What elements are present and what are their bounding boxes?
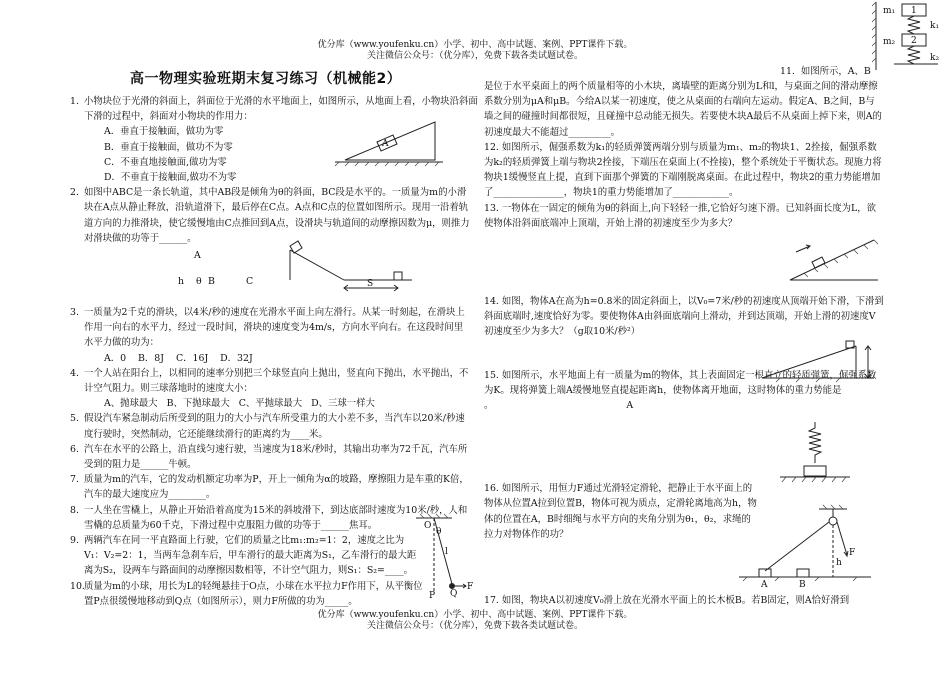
q12-springs-figure — [872, 2, 948, 72]
m2-label: m₂ — [883, 37, 896, 47]
fig-label-theta: θ — [196, 276, 202, 288]
option-d: D．32J — [220, 352, 253, 364]
q14-incline-figure — [760, 336, 878, 382]
question-text: 一个人站在阳台上，以相同的速率分别把三个球竖直向上抛出，竖直向下抛出，水平抛出，不计空气阻力。则三球落地时的速度大小： — [84, 367, 469, 395]
question-8 — [70, 503, 470, 533]
page-footer — [0, 610, 950, 632]
option-b: B、下抛球最大 — [166, 398, 230, 410]
question-14 — [484, 294, 884, 340]
question-text: 质量为m的汽车，它的发动机额定功率为P，开上一倾角为α的坡路，摩擦阻力是车重的K倍，汽车的最大速度应为________。 — [84, 474, 469, 501]
label-h: h — [836, 558, 842, 568]
question-number: 7. — [70, 474, 79, 486]
label-o: O — [424, 521, 432, 531]
question-number: 3. — [70, 307, 79, 319]
slide-block-c — [394, 272, 402, 280]
question-text: 如图，物体A在高为h=0.8米的固定斜面上，以V₀=7米/秒的初速度从顶端开始下滑，下滑到斜面底端时,速度恰好为零。要使物体A由斜面底端向上滑动，并到达顶端，开始上滑的初速度V初速度至少为多大？（g取10米/秒²） — [484, 296, 884, 338]
rope-to-block — [765, 522, 829, 571]
question-text: 一人坐在雪橇上，从静止开始沿着高度为15米的斜坡滑下，到达底部时速度为10米/秒，人和雪橇的总质量为60千克，下滑过程中克服阻力做的功等于______焦耳。 — [84, 504, 468, 531]
q2-track-figure — [272, 238, 417, 296]
footer-line-1: 优分库（www.youfenku.cn）小学、初中、高中试题、案例、PPT课件下载。 — [317, 610, 633, 620]
label-l: l — [445, 547, 448, 557]
option-a: A．0 — [104, 352, 127, 364]
left-column — [70, 94, 478, 609]
question-text: 小物块位于光滑的斜面上，斜面位于光滑的水平地面上，如图所示，从地面上看，小物块沿斜面下滑的过程中，斜面对小物块的作用力： — [84, 96, 478, 123]
label-f: F — [467, 582, 474, 592]
q11-text: 是位于水平桌面上的两个质量相等的小木块，离墙壁的距离分别为L和l，与桌面之间的滑动摩擦系数分别为μA和μB。今给A以某一初速度，使之从桌面的右端向左运动。假定A、B之间，B与墙之间的碰撞时间都很短，且碰撞中总动能无损失。若要使木块A最后不从桌面上掉下来，则A的初速度最大不能超过_________。 — [484, 81, 882, 138]
question-number: 2. — [70, 187, 79, 199]
label-theta: θ — [436, 527, 442, 537]
question-9 — [70, 533, 424, 579]
option-a: A、抛球最大 — [104, 398, 158, 410]
question-text: 如图所示，倔强系数为k₁的轻质弹簧两端分别与质量为m₁、m₂的物块1、2拴接，倔强系数为k₂的轻质弹簧上端与物块2拴接，下端压在桌面上(不拴接)，整个系统处于平衡状态。现施力将物块1缓慢竖直上提，直到下面那个弹簧的下端刚脱离桌面。在此过程中，物块2的重力势能增加了_______________，物块1的重力势能增加了____________。 — [484, 141, 882, 199]
question-text: 质量为m的小球，用长为L的轻绳悬挂于O点，小球在水平拉力F作用下，从平衡位置P点很缓慢地移动到Q点（如图所示），则力F所做的功为_____。 — [84, 580, 423, 607]
q15-spring-figure — [780, 420, 850, 484]
q13-incline-figure — [788, 226, 880, 284]
slope-ab — [290, 250, 344, 280]
block-pos-b — [797, 569, 809, 577]
spring-k2 — [908, 46, 920, 64]
option-c: C、平抛球最大 — [238, 398, 303, 410]
question-5 — [70, 411, 470, 441]
label-a: A — [761, 580, 768, 590]
question-17 — [484, 593, 884, 608]
question-text: 如图所示，水平地面上有一质量为m的物体，其上表面固定一根直立的轻质弹簧，倔强系数为K。现将弹簧上端A缓慢地竖直提起距离h，使物体离开地面，这时物体的重力势能是 — [484, 369, 877, 396]
question-text: 如图中ABC是一条长轨道，其中AB段是倾角为θ的斜面，BC段是水平的。一质量为m的小滑块在A点从静止释放，沿轨道滑下，最后停在C点。A点和C点的位置如图所示。现用一沿着轨道方向的力推滑块，使它缓慢地由C点推回到A点，设滑块与轨道间的动摩擦因数为μ，则推力对滑块做的功等于______。 — [84, 187, 470, 244]
fig-label-c: C — [246, 276, 254, 288]
question-text: 一质量为2千克的滑块，以4米/秒的速度在光滑水平面上向左滑行。从某一时刻起，在滑块上作用一向右的水平力，经过一段时间，滑块的速度变为4m/s，方向水平向右。在这段时间里水平力做的功为： — [84, 307, 465, 349]
q4-options — [84, 396, 470, 411]
question-number: 13. — [484, 202, 499, 214]
q15-fig-a: A — [626, 400, 634, 412]
option-d: D、三球一样大 — [311, 398, 375, 410]
label-b: B — [799, 580, 806, 590]
question-4 — [70, 366, 470, 412]
label-p: P — [429, 591, 436, 601]
question-10 — [70, 579, 424, 609]
q15-tail-mark: 。 — [484, 400, 494, 412]
question-number: 15. — [484, 369, 499, 381]
question-number: 9. — [70, 535, 79, 547]
incline — [790, 240, 874, 280]
question-number: 6. — [70, 443, 79, 455]
question-text: 汽车在水平的公路上，沿直线匀速行驶，当速度为18米/秒时，其输出功率为72千瓦，汽车所受到的阻力是______牛顿。 — [84, 443, 468, 471]
q11-intro — [780, 64, 880, 79]
question-number: 4. — [70, 367, 79, 379]
q15-tail — [484, 398, 884, 413]
question-number: 10. — [70, 580, 85, 592]
page-header — [0, 40, 950, 62]
spring-k1 — [908, 16, 920, 34]
fig-label-b: B — [208, 276, 215, 288]
question-number: 12. — [484, 141, 499, 153]
m1-label: m₁ — [883, 6, 896, 16]
block-1-label: 1 — [911, 6, 917, 16]
q3-options — [84, 351, 470, 366]
option-b: B．8J — [138, 352, 165, 364]
k2-label: k₂ — [930, 53, 940, 63]
question-12 — [484, 140, 884, 201]
question-text: 假设汽车紧急制动后所受到的阻力的大小与汽车所受重力的大小差不多，当汽车以20米/秒速度行驶时，突然制动，它还能继续滑行的距离约为____米。 — [84, 413, 465, 440]
q10-pendulum-figure — [412, 512, 474, 601]
question-text: 一物体在一固定的倾角为θ的斜面上,向下轻轻一推,它恰好匀速下滑。已知斜面长度为L，欲使物体沿斜面底端冲上顶端，开始上滑的初速度至少为多大？ — [484, 202, 876, 229]
question-6 — [70, 442, 470, 472]
rope-to-force — [837, 522, 847, 555]
q1-incline-figure — [335, 118, 445, 166]
k1-label: k₁ — [930, 21, 940, 31]
fig-label-h: h — [178, 276, 185, 288]
question-text-intro: 如图所示，A、B — [800, 66, 871, 77]
q16-pulley-figure — [735, 505, 875, 590]
mass-block — [804, 466, 826, 476]
slide-block — [812, 257, 825, 268]
fig-label-a: A — [194, 250, 201, 262]
question-3 — [70, 305, 470, 366]
question-text: 两辆汽车在同一平直路面上行驶，它们的质量之比m₁:m₂=1：2，速度之比为V₁：V₂=2：1，当两车急刹车后，甲车滑行的最大距离为S₁，乙车滑行的最大距离为S₂，设两车与路面间的动摩擦因数相等，不计空气阻力，则S₁：S₂=____。 — [84, 535, 417, 577]
option-d: D．不垂直于接触面,做功不为零 — [104, 172, 237, 184]
block-a-label: A — [382, 139, 389, 149]
question-number: 11. — [780, 66, 795, 77]
option-c: C．不垂直地接触面,做功为零 — [104, 156, 227, 168]
label-q: Q — [450, 589, 458, 599]
question-number: 14. — [484, 296, 499, 308]
question-number: 5. — [70, 413, 79, 425]
incline — [762, 346, 856, 378]
option-c: C．16J — [175, 352, 209, 364]
label-f: F — [849, 548, 856, 558]
header-line-1: 优分库（www.youfenku.cn）小学、初中、高中试题、案例、PPT课件下载。 — [317, 40, 633, 50]
page-title: 高一物理实验班期末复习练习（机械能2） — [130, 71, 402, 87]
footer-line-2: 关注微信公众号：（优分库），免费下载各类试题试卷。 — [366, 621, 583, 631]
spring — [809, 422, 821, 463]
option-b: B．垂直于接触面，做功不为零 — [104, 141, 233, 153]
pulley — [829, 517, 837, 525]
question-7 — [70, 472, 470, 502]
block-pos-a — [759, 569, 771, 577]
option-a: A．垂直于接触面，做功为零 — [104, 126, 224, 138]
question-number: 8. — [70, 504, 79, 516]
velocity-arrow — [796, 246, 810, 252]
header-line-2: 关注微信公众号：（优分库），免费下载各类试题试卷。 — [366, 51, 583, 61]
incline-wedge — [345, 122, 435, 160]
question-number: 1. — [70, 96, 79, 107]
question-text: 如图，物块A以初速度V₀滑上放在光滑水平面上的长木板B。若B固定，则A恰好滑到 — [501, 595, 850, 606]
block-2-label: 2 — [911, 36, 917, 46]
question-number: 16. — [484, 483, 499, 495]
question-number: 17. — [484, 595, 499, 606]
question-16 — [484, 481, 759, 542]
s-label: S — [367, 279, 374, 289]
question-text: 如图所示，用恒力F通过光滑轻定滑轮，把静止于水平面上的物体从位置A拉到位置B，物体可视为质点，定滑轮离地高为h，物体的位置在A，B时细绳与水平方向的夹角分别为θ₁，θ₂，求绳的拉力对物体作的功？ — [484, 483, 757, 540]
